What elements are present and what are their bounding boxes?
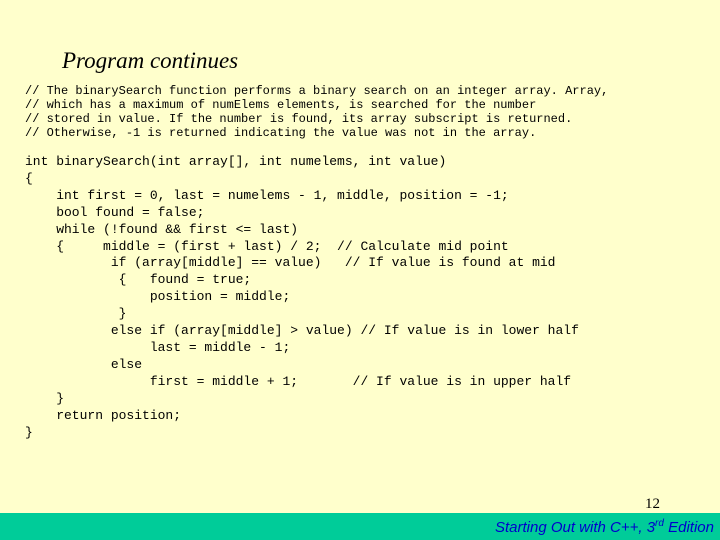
comment-block bbox=[25, 84, 608, 140]
code-line: if (array[middle] == value) // If value is found at mid bbox=[25, 255, 556, 271]
code-block bbox=[25, 154, 579, 441]
page-number: 12 bbox=[645, 496, 660, 512]
code-line: { found = true; bbox=[25, 272, 252, 288]
code-line: first = middle + 1; // If value is in upper half bbox=[25, 373, 572, 389]
code-line: last = middle - 1; bbox=[25, 339, 291, 355]
code-line: { bbox=[25, 170, 33, 186]
code-line: { middle = (first + last) / 2; // Calculate mid point bbox=[25, 238, 509, 254]
code-line: else if (array[middle] > value) // If value is in lower half bbox=[25, 323, 579, 339]
slide-title: Program continues bbox=[62, 48, 239, 73]
comment-line: // Otherwise, -1 is returned indicating the value was not in the array. bbox=[25, 126, 537, 140]
code-line: } bbox=[25, 306, 127, 322]
code-line: int first = 0, last = numelems - 1, middle, position = -1; bbox=[25, 187, 509, 203]
code-line: bool found = false; bbox=[25, 204, 205, 220]
code-line: while (!found && first <= last) bbox=[25, 221, 299, 237]
comment-line: // stored in value. If the number is found, its array subscript is returned. bbox=[25, 112, 573, 126]
comment-line: // which has a maximum of numElems elements, is searched for the number bbox=[25, 98, 537, 112]
code-line: else bbox=[25, 356, 143, 372]
code-line: } bbox=[25, 424, 33, 440]
footer-superscript: rd bbox=[655, 518, 664, 529]
footer-bar bbox=[0, 513, 720, 540]
code-line: } bbox=[25, 390, 65, 406]
code-line: position = middle; bbox=[25, 289, 291, 305]
footer-edition: Edition bbox=[663, 519, 714, 536]
footer-book-title: Starting Out with C++, 3 bbox=[494, 519, 656, 536]
code-line: return position; bbox=[25, 407, 182, 423]
comment-line: // The binarySearch function performs a binary search on an integer array. Array, bbox=[25, 84, 609, 98]
code-line: int binarySearch(int array[], int numelems, int value) bbox=[25, 154, 447, 169]
footer-text bbox=[495, 518, 714, 536]
